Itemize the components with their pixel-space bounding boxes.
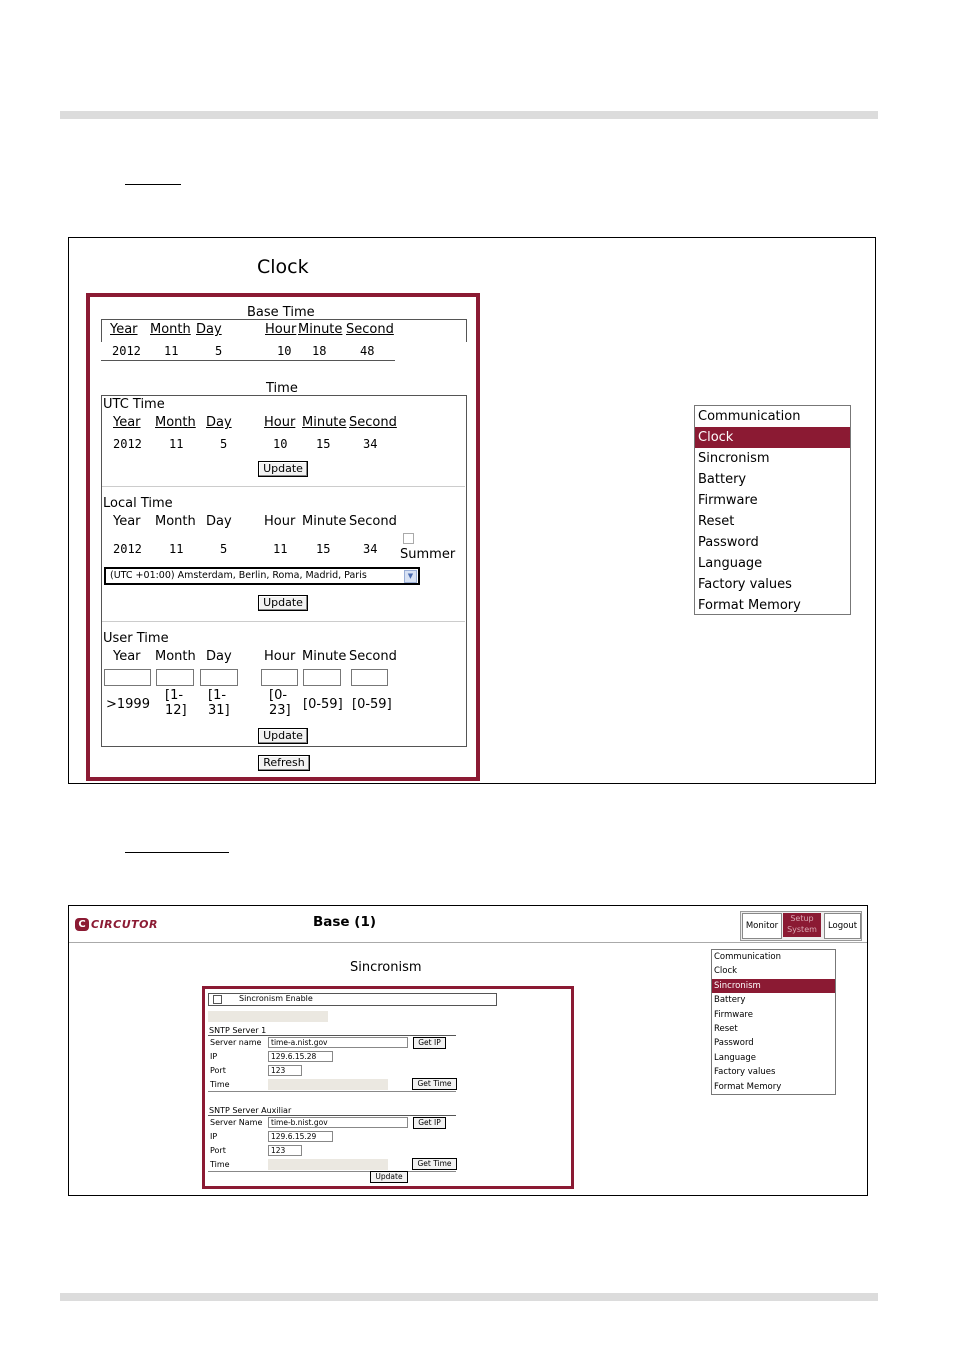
- server2-time-label: Time: [210, 1160, 230, 1169]
- user-year-input[interactable]: [104, 669, 151, 686]
- section-underline-1: [125, 184, 181, 185]
- utc-update-button[interactable]: Update: [258, 461, 308, 477]
- server1-name-label: Server name: [210, 1038, 262, 1047]
- server1-get-time-button[interactable]: Get Time: [412, 1078, 457, 1090]
- server2-ip-input[interactable]: 129.6.15.29: [268, 1131, 333, 1142]
- server2-port-input[interactable]: 123: [268, 1145, 302, 1156]
- server2-port-label: Port: [210, 1146, 226, 1155]
- server1-name-input[interactable]: time-a.nist.gov: [268, 1037, 408, 1048]
- summer-checkbox[interactable]: [403, 533, 414, 544]
- user-year-header: Year: [113, 649, 141, 664]
- nav-logout-button[interactable]: Logout: [824, 913, 861, 939]
- utc-month-value: 11: [169, 437, 184, 451]
- circutor-logo-icon: C: [75, 918, 89, 931]
- server2-get-ip-button[interactable]: Get IP: [413, 1117, 446, 1129]
- user-day-header: Day: [206, 649, 232, 664]
- refresh-button[interactable]: Refresh: [258, 755, 310, 771]
- user-year-range: >1999: [106, 697, 150, 712]
- server2-get-time-button[interactable]: Get Time: [412, 1158, 457, 1170]
- sync-header-title: Base (1): [313, 914, 377, 930]
- user-hour-range-a: [0-: [269, 688, 288, 703]
- local-day-header: Day: [206, 514, 232, 529]
- user-minute-input[interactable]: [303, 669, 341, 686]
- server2-name-label: Server Name: [210, 1118, 263, 1127]
- menu-item-clock[interactable]: Clock: [695, 427, 850, 448]
- menu-item-format-memory[interactable]: Format Memory: [698, 598, 801, 613]
- utc-year-value: 2012: [113, 437, 142, 451]
- sync-status-field: [208, 1011, 328, 1022]
- user-month-range-a: [1-: [165, 688, 184, 703]
- base-month-header: Month: [150, 322, 191, 337]
- menu-item-communication[interactable]: Communication: [698, 409, 801, 424]
- base-hour-header: Hour: [265, 322, 297, 337]
- sync-enable-label: Sincronism Enable: [239, 994, 313, 1003]
- local-hour-header: Hour: [264, 514, 296, 529]
- base-minute-value: 18: [312, 344, 327, 358]
- local-time-title: Local Time: [103, 496, 173, 511]
- user-month-range-b: 12]: [165, 703, 187, 718]
- sync-update-button[interactable]: Update: [370, 1171, 408, 1183]
- utc-day-header: Day: [206, 415, 232, 430]
- server1-ip-input[interactable]: 129.6.15.28: [268, 1051, 333, 1062]
- sync-menu-item-communication[interactable]: Communication: [714, 952, 781, 962]
- sync-menu-item-firmware[interactable]: Firmware: [714, 1009, 753, 1020]
- local-day-value: 5: [220, 542, 228, 556]
- base-second-value: 48: [360, 344, 375, 358]
- sync-menu-item-battery[interactable]: Battery: [714, 995, 746, 1006]
- server1-ip-label: IP: [210, 1052, 218, 1061]
- server1-time-field: [268, 1079, 388, 1090]
- sync-menu-item-factory-values[interactable]: Factory values: [714, 1067, 776, 1078]
- nav-monitor-button[interactable]: Monitor: [742, 913, 782, 939]
- user-update-button[interactable]: Update: [258, 728, 308, 744]
- base-second-header: Second: [346, 322, 394, 337]
- server1-rule: [208, 1035, 456, 1036]
- server2-name-input[interactable]: time-b.nist.gov: [268, 1117, 408, 1128]
- local-minute-value: 15: [316, 542, 331, 556]
- top-rule: [60, 111, 878, 119]
- sync-menu-item-sincronism[interactable]: Sincronism: [712, 979, 835, 993]
- user-hour-input[interactable]: [261, 669, 298, 686]
- user-day-range-a: [1-: [208, 688, 227, 703]
- utc-minute-header: Minute: [302, 415, 347, 430]
- nav-setup-system-button[interactable]: [783, 913, 821, 937]
- user-second-header: Second: [349, 649, 397, 664]
- bottom-rule: [60, 1293, 878, 1301]
- page-title: Clock: [257, 256, 309, 278]
- utc-second-header: Second: [349, 415, 397, 430]
- sync-screenshot: [68, 905, 868, 1196]
- time-section-title: Time: [266, 381, 298, 396]
- local-update-button[interactable]: Update: [258, 595, 308, 611]
- user-minute-range: [0-59]: [303, 697, 343, 712]
- utc-time-title: UTC Time: [103, 397, 165, 412]
- sync-panel: [202, 986, 574, 1189]
- base-day-value: 5: [215, 344, 223, 358]
- server1-title: SNTP Server 1: [209, 1026, 267, 1035]
- local-year-value: 2012: [113, 542, 142, 556]
- sync-menu-item-language[interactable]: Language: [714, 1052, 756, 1063]
- base-time-title: Base Time: [247, 305, 315, 320]
- local-divider: [102, 621, 465, 622]
- server2-time-field: [268, 1159, 388, 1170]
- base-time-underline: [101, 360, 395, 361]
- user-month-header: Month: [155, 649, 196, 664]
- menu-item-sincronism[interactable]: Sincronism: [698, 451, 770, 466]
- chevron-down-icon[interactable]: ▼: [404, 570, 417, 583]
- menu-item-language[interactable]: Language: [698, 556, 763, 571]
- sync-title: Sincronism: [350, 960, 422, 975]
- menu-item-reset[interactable]: Reset: [698, 514, 735, 529]
- menu-item-factory-values[interactable]: Factory values: [698, 577, 792, 592]
- local-year-header: Year: [113, 514, 141, 529]
- local-month-value: 11: [169, 542, 184, 556]
- base-month-value: 11: [164, 344, 179, 358]
- server2-rule: [208, 1115, 456, 1116]
- summer-label: Summer: [400, 547, 456, 562]
- menu-item-battery[interactable]: Battery: [698, 472, 747, 487]
- utc-divider: [102, 486, 465, 487]
- base-hour-value: 10: [277, 344, 292, 358]
- server1-get-ip-button[interactable]: Get IP: [413, 1037, 446, 1049]
- clock-screenshot: [68, 237, 876, 784]
- nav-system-label: System: [787, 925, 817, 934]
- local-month-header: Month: [155, 514, 196, 529]
- timezone-select[interactable]: [104, 567, 420, 585]
- base-day-header: Day: [196, 322, 222, 337]
- user-second-input[interactable]: [351, 669, 388, 686]
- server2-title: SNTP Server Auxiliar: [209, 1106, 292, 1115]
- sync-menu-item-clock[interactable]: Clock: [714, 966, 738, 977]
- user-day-range-b: 31]: [208, 703, 230, 718]
- sync-enable-checkbox[interactable]: [213, 995, 222, 1004]
- server1-port-label: Port: [210, 1066, 226, 1075]
- user-hour-header: Hour: [264, 649, 296, 664]
- sync-menu-item-format-memory[interactable]: Format Memory: [714, 1081, 782, 1092]
- utc-year-header: Year: [113, 415, 141, 430]
- timezone-value: (UTC +01:00) Amsterdam, Berlin, Roma, Madrid, Paris: [110, 570, 367, 581]
- clock-panel: [86, 293, 480, 781]
- utc-month-header: Month: [155, 415, 196, 430]
- user-second-range: [0-59]: [352, 697, 392, 712]
- user-day-input[interactable]: [200, 669, 238, 686]
- user-hour-range-b: 23]: [269, 703, 291, 718]
- clock-side-menu: [694, 405, 851, 615]
- menu-item-firmware[interactable]: Firmware: [698, 493, 758, 508]
- utc-hour-value: 10: [273, 437, 288, 451]
- server1-time-label: Time: [210, 1080, 230, 1089]
- utc-day-value: 5: [220, 437, 228, 451]
- circutor-logo-text: CIRCUTOR: [91, 918, 158, 931]
- server2-bottom-rule: [208, 1171, 456, 1172]
- utc-hour-header: Hour: [264, 415, 296, 430]
- server2-ip-label: IP: [210, 1132, 218, 1141]
- base-year-header: Year: [110, 322, 138, 337]
- sync-side-menu: [711, 949, 836, 1095]
- menu-item-password[interactable]: Password: [698, 535, 759, 550]
- nav-setup-label: Setup: [790, 914, 814, 923]
- user-minute-header: Minute: [302, 649, 347, 664]
- server1-bottom-rule: [208, 1091, 456, 1092]
- user-time-title: User Time: [103, 631, 169, 646]
- server1-port-input[interactable]: 123: [268, 1065, 302, 1076]
- base-minute-header: Minute: [298, 322, 343, 337]
- local-second-value: 34: [363, 542, 378, 556]
- local-second-header: Second: [349, 514, 397, 529]
- sync-menu-item-password[interactable]: Password: [714, 1038, 754, 1049]
- base-year-value: 2012: [112, 344, 141, 358]
- local-hour-value: 11: [273, 542, 288, 556]
- section-underline-2: [125, 852, 229, 853]
- utc-minute-value: 15: [316, 437, 331, 451]
- user-month-input[interactable]: [156, 669, 194, 686]
- sync-menu-item-reset[interactable]: Reset: [714, 1024, 738, 1035]
- utc-second-value: 34: [363, 437, 378, 451]
- local-minute-header: Minute: [302, 514, 347, 529]
